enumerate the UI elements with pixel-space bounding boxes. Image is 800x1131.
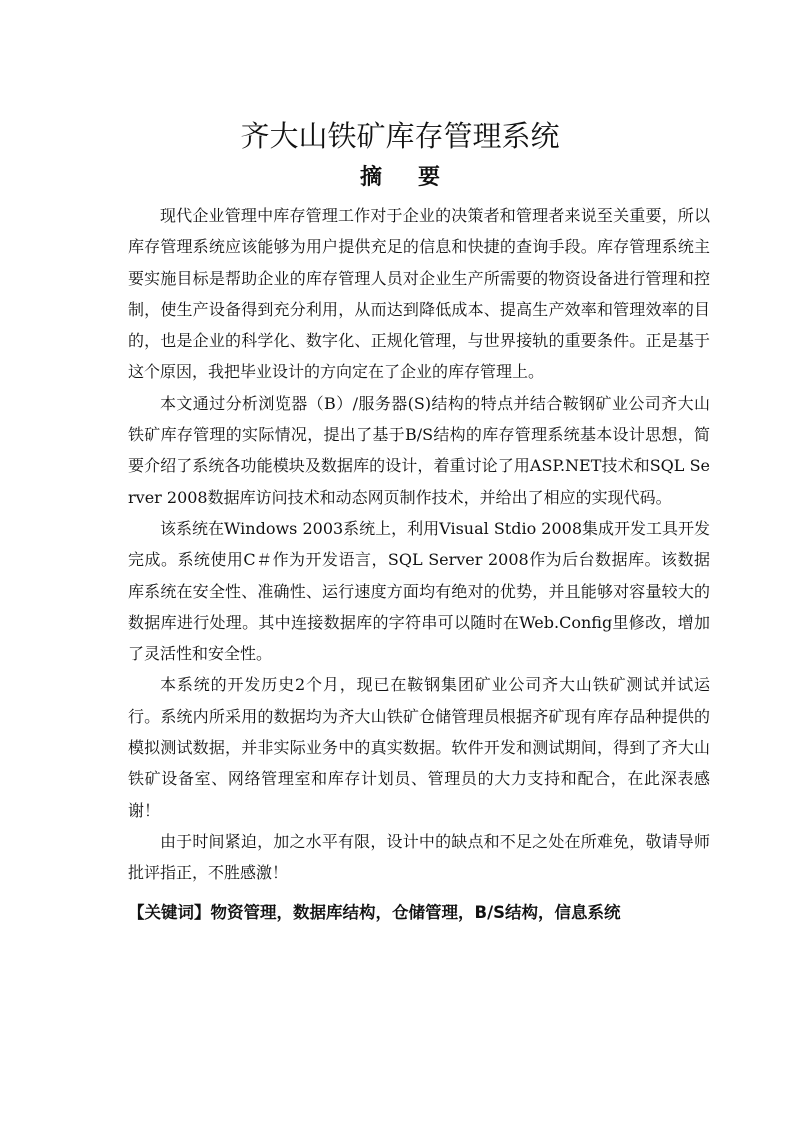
- abstract-paragraph: 该系统在Windows 2003系统上，利用Visual Stdio 2008集成开发工具开发完成。系统使用C＃作为开发语言，SQL Server 2008作为后台数据库。该数据库系统在安全性、准确性、运行速度方面均有绝对的优势，并且能够对容量较大的数据库进行处理。其中连接数据库的字符串可以随时在Web.Config里修改，增加了灵活性和安全性。: [128, 518, 711, 664]
- abstract-paragraph: 本文通过分析浏览器（B）/服务器(S)结构的特点并结合鞍钢矿业公司齐大山铁矿库存管理的实际情况，提出了基于B/S结构的库存管理系统基本设计思想，简要介绍了系统各功能模块及数据库的设计，着重讨论了用ASP.NET技术和SQL Server 2008数据库访问技术和动态网页制作技术，并给出了相应的实现代码。: [128, 393, 710, 507]
- document-title: 齐大山铁矿库存管理系统: [240, 119, 560, 153]
- abstract-paragraph: 本系统的开发历史2个月，现已在鞍钢集团矿业公司齐大山铁矿测试并试运行。系统内所采用的数据均为齐大山铁矿仓储管理员根据齐矿现有库存品种提供的模拟测试数据，并非实际业务中的真实数据。软件开发和测试期间，得到了齐大山铁矿设备室、网络管理室和库存计划员、管理员的大力支持和配合，在此深表感谢！: [128, 675, 710, 820]
- abstract-body: [128, 200, 710, 889]
- abstract-heading: 摘要: [359, 165, 476, 190]
- keywords-line: 【关键词】物资管理，数据库结构，仓储管理，B/S结构，信息系统: [128, 903, 621, 922]
- abstract-paragraph: 现代企业管理中库存管理工作对于企业的决策者和管理者来说至关重要，所以库存管理系统应该能够为用户提供充足的信息和快捷的查询手段。库存管理系统主要实施目标是帮助企业的库存管理人员对企业生产所需要的物资设备进行管理和控制，使生产设备得到充分利用，从而达到降低成本、提高生产效率和管理效率的目的，也是企业的科学化、数字化、正规化管理，与世界接轨的重要条件。正是基于这个原因，我把毕业设计的方向定在了企业的库存管理上。: [128, 206, 710, 382]
- abstract-paragraph: 由于时间紧迫，加之水平有限，设计中的缺点和不足之处在所难免，敬请导师批评指正，不胜感激！: [128, 831, 710, 883]
